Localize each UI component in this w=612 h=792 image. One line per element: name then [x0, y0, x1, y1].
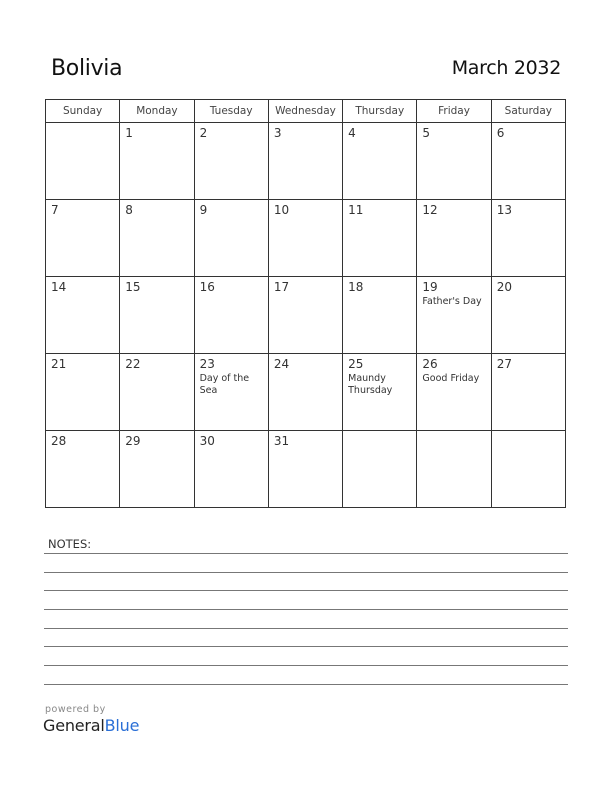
day-number: 1 — [125, 126, 133, 140]
calendar-grid — [45, 99, 566, 508]
day-number: 26 — [422, 357, 438, 371]
notes-label: NOTES: — [48, 537, 92, 551]
day-number: 14 — [51, 280, 67, 294]
day-cell — [120, 277, 194, 354]
day-cell — [194, 354, 268, 431]
day-cell — [120, 354, 194, 431]
day-cell — [194, 431, 268, 508]
day-cell — [343, 277, 417, 354]
notes-line — [44, 572, 568, 573]
day-number: 21 — [51, 357, 67, 371]
day-number: 9 — [199, 203, 208, 217]
day-cell — [120, 200, 194, 277]
week-row — [46, 277, 566, 354]
day-cell — [268, 200, 342, 277]
country-title: Bolivia — [51, 56, 123, 81]
day-number: 31 — [273, 434, 290, 448]
weekday-header-row — [46, 100, 566, 123]
day-cell — [268, 277, 342, 354]
holiday-label: Good Friday — [422, 373, 480, 384]
day-number: 8 — [125, 203, 133, 217]
powered-by-text: powered by — [45, 704, 106, 715]
day-number: 24 — [273, 357, 290, 371]
week-row — [46, 200, 566, 277]
day-number: 29 — [125, 434, 141, 448]
day-cell — [491, 277, 565, 354]
weekday-saturday: Saturday — [491, 100, 565, 123]
day-number: 10 — [273, 203, 290, 217]
notes-line — [44, 628, 568, 629]
day-cell — [194, 200, 268, 277]
day-cell — [120, 431, 194, 508]
notes-line — [44, 590, 568, 591]
notes-line — [44, 665, 568, 666]
day-cell — [46, 431, 120, 508]
day-cell — [491, 354, 565, 431]
day-cell — [343, 354, 417, 431]
weekday-thursday: Thursday — [343, 100, 417, 123]
week-row — [46, 431, 566, 508]
week-row — [46, 123, 566, 200]
day-number: 3 — [273, 126, 282, 140]
day-cell — [46, 123, 120, 200]
generalblue-logo — [43, 716, 139, 735]
notes-line — [44, 646, 568, 647]
notes-line — [44, 553, 568, 554]
day-number: 17 — [273, 280, 290, 294]
day-cell — [46, 354, 120, 431]
holiday-label: Father's Day — [422, 296, 482, 307]
day-number: 20 — [496, 280, 512, 294]
day-number: 22 — [125, 357, 141, 371]
weekday-wednesday: Wednesday — [268, 100, 342, 123]
day-cell — [268, 354, 342, 431]
notes-line — [44, 609, 568, 610]
day-number: 11 — [348, 203, 364, 217]
weekday-friday: Friday — [417, 100, 491, 123]
day-number: 7 — [51, 203, 59, 217]
holiday-label: Day of the Sea — [199, 373, 250, 396]
day-number: 23 — [199, 357, 215, 371]
day-cell — [417, 200, 491, 277]
day-number: 12 — [422, 203, 438, 217]
logo-general: General — [43, 716, 105, 735]
day-number: 5 — [422, 126, 431, 140]
weekday-tuesday: Tuesday — [194, 100, 268, 123]
day-cell — [343, 123, 417, 200]
day-number: 27 — [496, 357, 512, 371]
day-cell — [417, 431, 491, 508]
day-number: 15 — [125, 280, 141, 294]
day-cell — [194, 277, 268, 354]
day-number: 18 — [348, 280, 364, 294]
day-cell — [417, 123, 491, 200]
weekday-monday: Monday — [120, 100, 194, 123]
day-number: 28 — [51, 434, 67, 448]
day-cell — [343, 431, 417, 508]
day-cell — [417, 354, 491, 431]
day-number: 25 — [348, 357, 364, 371]
day-cell — [268, 123, 342, 200]
day-cell — [343, 200, 417, 277]
week-row — [46, 354, 566, 431]
day-cell — [491, 431, 565, 508]
day-number: 30 — [199, 434, 215, 448]
day-number: 19 — [422, 280, 438, 294]
day-number: 16 — [199, 280, 215, 294]
day-cell — [417, 277, 491, 354]
day-cell — [46, 277, 120, 354]
day-cell — [120, 123, 194, 200]
day-cell — [194, 123, 268, 200]
day-cell — [268, 431, 342, 508]
day-number: 6 — [496, 126, 505, 140]
day-cell — [491, 200, 565, 277]
logo-blue: Blue — [104, 716, 140, 735]
notes-line — [44, 684, 568, 685]
day-cell — [46, 200, 120, 277]
day-number: 13 — [496, 203, 512, 217]
day-number: 4 — [348, 126, 356, 140]
month-year-title: March 2032 — [451, 57, 561, 79]
holiday-label: Maundy Thursday — [348, 373, 393, 396]
day-number: 2 — [199, 126, 208, 140]
day-cell — [491, 123, 565, 200]
weekday-sunday: Sunday — [46, 100, 120, 123]
